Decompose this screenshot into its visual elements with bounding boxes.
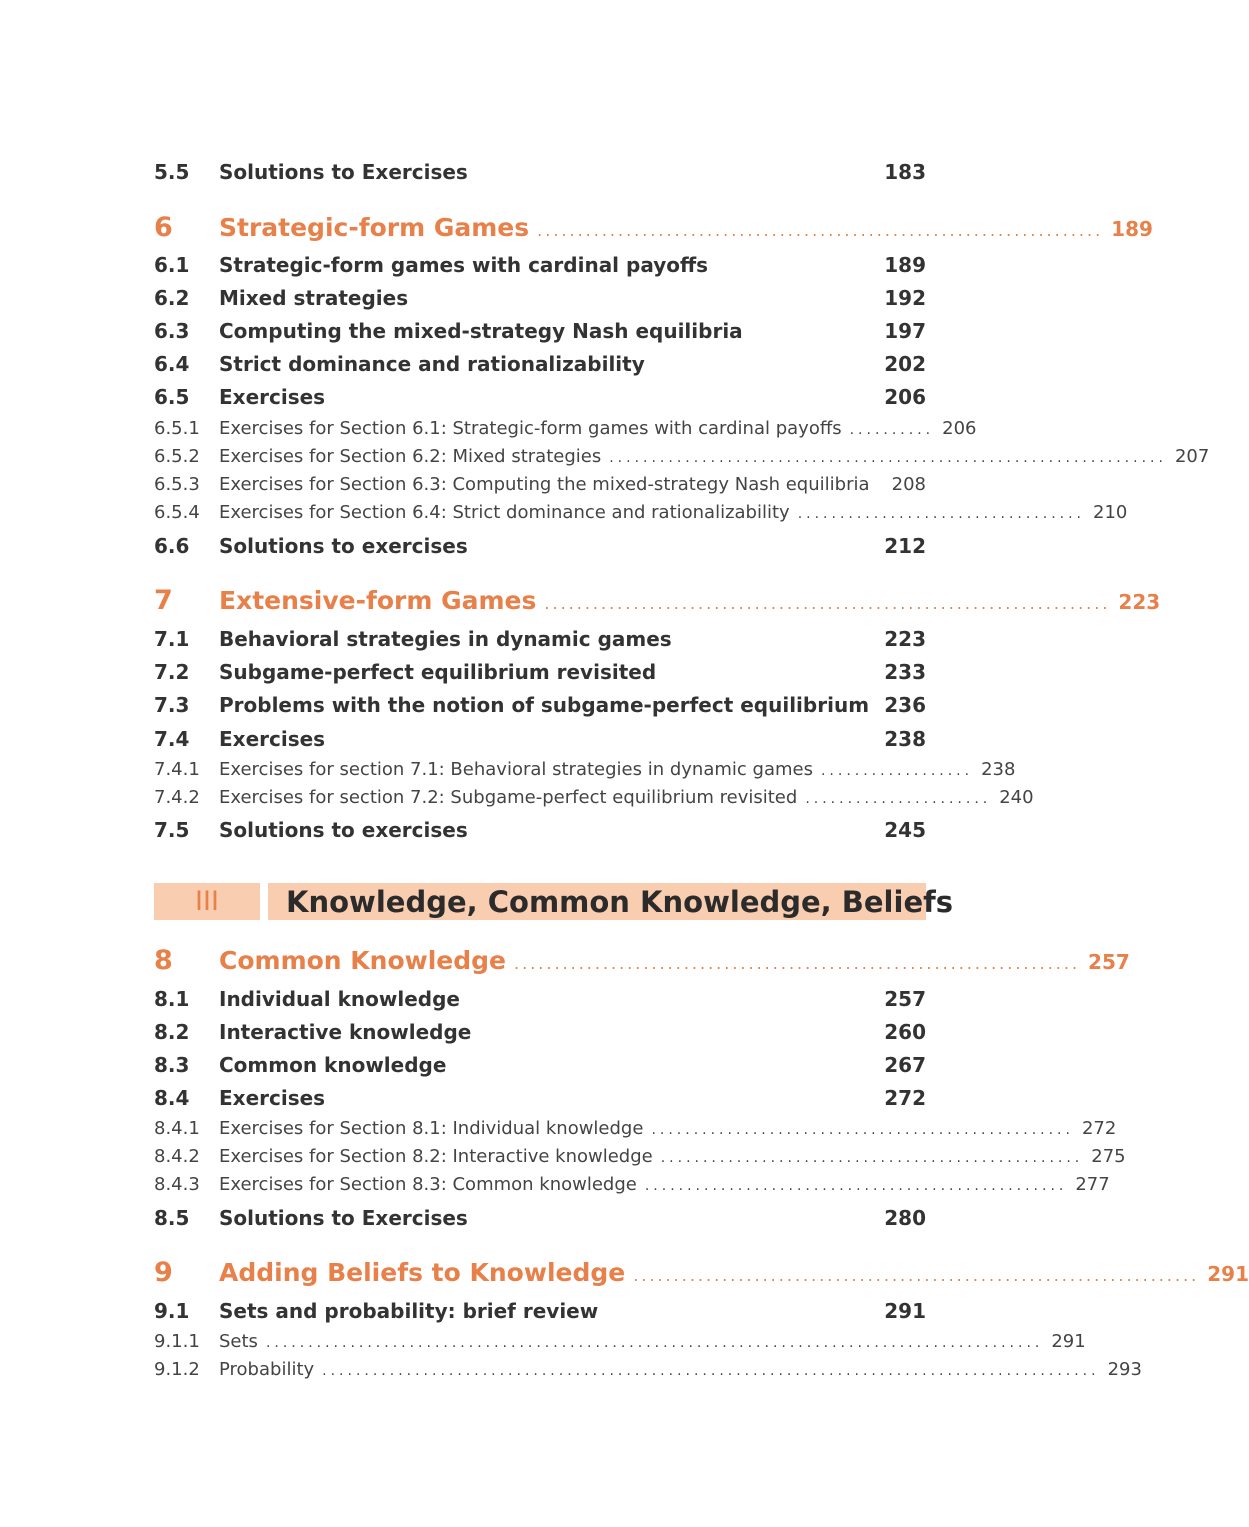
part-number: III (154, 883, 260, 920)
subsection-title: Exercises for Section 8.1: Individual knowledge (219, 1118, 644, 1139)
toc-section[interactable] (154, 1206, 926, 1230)
page-number: 291 (1207, 1262, 1249, 1286)
page-number: 236 (884, 693, 926, 717)
section-number: 7.4 (154, 727, 190, 751)
section-number: 6.5 (154, 385, 190, 409)
section-number: 8.3 (154, 1053, 190, 1077)
part-title: Knowledge, Common Knowledge, Beliefs (268, 883, 926, 920)
toc-section[interactable] (154, 1020, 926, 1044)
section-number: 9.1 (154, 1299, 190, 1323)
page-number: 272 (884, 1086, 926, 1110)
section-title: Solutions to Exercises (219, 160, 468, 184)
section-title: Computing the mixed-strategy Nash equilibria (219, 319, 743, 343)
subsection-title: Exercises for Section 6.4: Strict dominance and rationalizability (219, 502, 790, 523)
page-number: 291 (884, 1299, 926, 1323)
section-number: 8.5 (154, 1206, 190, 1230)
page-number: 223 (884, 627, 926, 651)
section-number: 6.3 (154, 319, 190, 343)
toc-section[interactable] (154, 727, 926, 751)
chapter-number: 7 (154, 585, 173, 616)
chapter-number: 9 (154, 1257, 173, 1288)
subsection-number: 9.1.2 (154, 1359, 200, 1380)
section-number: 6.1 (154, 253, 190, 277)
toc-subsection[interactable] (154, 759, 1016, 780)
dot-leader: ............................................................................................ (322, 1363, 1100, 1379)
section-title: Mixed strategies (219, 286, 409, 310)
chapter-title: Common Knowledge (219, 946, 507, 975)
page-number: 272 (1081, 1118, 1117, 1139)
toc-section[interactable] (154, 319, 926, 343)
subsection-title: Probability (219, 1359, 315, 1380)
page-number: 275 (1091, 1146, 1126, 1167)
subsection-number: 8.4.2 (154, 1146, 200, 1167)
chapter-number: 8 (154, 945, 173, 976)
subsection-title: Exercises for Section 6.3: Computing the mixed-strategy Nash equilibria (219, 474, 870, 495)
toc-chapter[interactable] (154, 585, 1161, 616)
toc-section[interactable] (154, 627, 926, 651)
dot-leader: ...................................................................... (633, 1266, 1200, 1285)
toc-section[interactable] (154, 818, 926, 842)
page-number: 257 (1088, 950, 1130, 974)
toc-section[interactable] (154, 534, 926, 558)
page-number: 238 (884, 727, 926, 751)
toc-section[interactable] (154, 1086, 926, 1110)
subsection-title: Exercises for Section 6.2: Mixed strategies (219, 446, 602, 467)
chapter-title: Extensive-form Games (219, 586, 537, 615)
page-number: 192 (884, 286, 926, 310)
section-title: Problems with the notion of subgame-perfect equilibrium (219, 693, 870, 717)
section-title: Exercises (219, 385, 326, 409)
section-number: 8.2 (154, 1020, 190, 1044)
section-number: 7.1 (154, 627, 190, 651)
toc-section[interactable] (154, 253, 926, 277)
section-title: Exercises (219, 727, 326, 751)
toc-chapter[interactable] (154, 1257, 1249, 1288)
dot-leader: .................................................. (644, 1178, 1068, 1194)
toc-section[interactable] (154, 160, 926, 184)
subsection-number: 9.1.1 (154, 1331, 200, 1352)
toc-subsection[interactable] (154, 1146, 1126, 1167)
page-number: 206 (884, 385, 926, 409)
subsection-number: 7.4.1 (154, 759, 200, 780)
page-number: 189 (884, 253, 926, 277)
toc-subsection[interactable] (154, 418, 977, 439)
page-number: 277 (1075, 1174, 1110, 1195)
dot-leader: ...................... (805, 791, 992, 807)
section-number: 7.5 (154, 818, 190, 842)
toc-section[interactable] (154, 286, 926, 310)
dot-leader: .......... (849, 422, 935, 438)
section-number: 8.4 (154, 1086, 190, 1110)
dot-leader: ...................................................................... (537, 221, 1104, 240)
toc-subsection[interactable] (154, 1118, 1117, 1139)
toc-chapter[interactable] (154, 212, 1153, 243)
subsection-title: Sets (219, 1331, 258, 1352)
page-number: 202 (884, 352, 926, 376)
section-title: Common knowledge (219, 1053, 447, 1077)
page-number: 233 (884, 660, 926, 684)
page-number: 183 (884, 160, 926, 184)
subsection-title: Exercises for Section 8.2: Interactive knowledge (219, 1146, 653, 1167)
page-number: 280 (884, 1206, 926, 1230)
subsection-number: 6.5.2 (154, 446, 200, 467)
section-number: 5.5 (154, 160, 190, 184)
toc-section[interactable] (154, 660, 926, 684)
page-number: 207 (1174, 446, 1210, 467)
subsection-title: Exercises for Section 8.3: Common knowledge (219, 1174, 637, 1195)
page-number: 267 (884, 1053, 926, 1077)
section-title: Strict dominance and rationalizability (219, 352, 645, 376)
section-title: Subgame-perfect equilibrium revisited (219, 660, 657, 684)
page-number: 208 (891, 474, 926, 495)
page-number: 210 (1093, 502, 1128, 523)
section-title: Individual knowledge (219, 987, 460, 1011)
page-number: 189 (1111, 217, 1153, 241)
subsection-number: 7.4.2 (154, 787, 200, 808)
subsection-number: 8.4.1 (154, 1118, 200, 1139)
section-title: Solutions to exercises (219, 818, 468, 842)
toc-section[interactable] (154, 352, 926, 376)
toc-section[interactable] (154, 385, 926, 409)
section-title: Behavioral strategies in dynamic games (219, 627, 672, 651)
chapter-title: Strategic-form Games (219, 213, 530, 242)
toc-subsection[interactable] (154, 1174, 1110, 1195)
section-title: Interactive knowledge (219, 1020, 472, 1044)
page-number: 212 (884, 534, 926, 558)
dot-leader: .................. (820, 763, 974, 779)
subsection-number: 6.5.4 (154, 502, 200, 523)
page-number: 238 (981, 759, 1016, 780)
page-number: 197 (884, 319, 926, 343)
subsection-number: 6.5.3 (154, 474, 200, 495)
section-title: Strategic-form games with cardinal payoffs (219, 253, 709, 277)
toc-subsection[interactable] (154, 474, 926, 495)
subsection-number: 8.4.3 (154, 1174, 200, 1195)
toc-subsection[interactable] (154, 1359, 1142, 1380)
section-number: 8.1 (154, 987, 190, 1011)
page-number: 245 (884, 818, 926, 842)
toc-subsection[interactable] (154, 502, 1128, 523)
subsection-number: 6.5.1 (154, 418, 200, 439)
section-number: 7.2 (154, 660, 190, 684)
section-number: 6.4 (154, 352, 190, 376)
toc-section[interactable] (154, 987, 926, 1011)
page-number: 240 (999, 787, 1034, 808)
section-number: 6.2 (154, 286, 190, 310)
section-number: 6.6 (154, 534, 190, 558)
dot-leader: .................................. (797, 506, 1086, 522)
page-number: 257 (884, 987, 926, 1011)
toc-section[interactable] (154, 693, 926, 717)
toc-subsection[interactable] (154, 1331, 1086, 1352)
subsection-title: Exercises for section 7.2: Subgame-perfect equilibrium revisited (219, 787, 798, 808)
page-number: 293 (1107, 1359, 1142, 1380)
toc-subsection[interactable] (154, 787, 1034, 808)
dot-leader: .................................................. (660, 1150, 1084, 1166)
section-title: Exercises (219, 1086, 326, 1110)
page-number: 291 (1051, 1331, 1086, 1352)
dot-leader: .................................................................. (609, 450, 1167, 466)
chapter-title: Adding Beliefs to Knowledge (219, 1258, 626, 1287)
subsection-title: Exercises for section 7.1: Behavioral strategies in dynamic games (219, 759, 813, 780)
section-title: Solutions to exercises (219, 534, 468, 558)
dot-leader: ...................................................................... (514, 954, 1081, 973)
toc-section[interactable] (154, 1299, 926, 1323)
toc-chapter[interactable] (154, 945, 1130, 976)
dot-leader: .................................................. (651, 1122, 1074, 1138)
subsection-title: Exercises for Section 6.1: Strategic-form games with cardinal payoffs (219, 418, 842, 439)
dot-leader: ...................................................................... (544, 594, 1111, 613)
toc-section[interactable] (154, 1053, 926, 1077)
section-title: Solutions to Exercises (219, 1206, 468, 1230)
section-number: 7.3 (154, 693, 190, 717)
dot-leader: ............................................................................................ (265, 1335, 1044, 1351)
toc-subsection[interactable] (154, 446, 1210, 467)
page-number: 223 (1118, 590, 1161, 614)
section-title: Sets and probability: brief review (219, 1299, 599, 1323)
page-number: 260 (884, 1020, 926, 1044)
page-number: 206 (942, 418, 977, 439)
chapter-number: 6 (154, 212, 173, 243)
toc-part-heading[interactable] (154, 883, 953, 920)
